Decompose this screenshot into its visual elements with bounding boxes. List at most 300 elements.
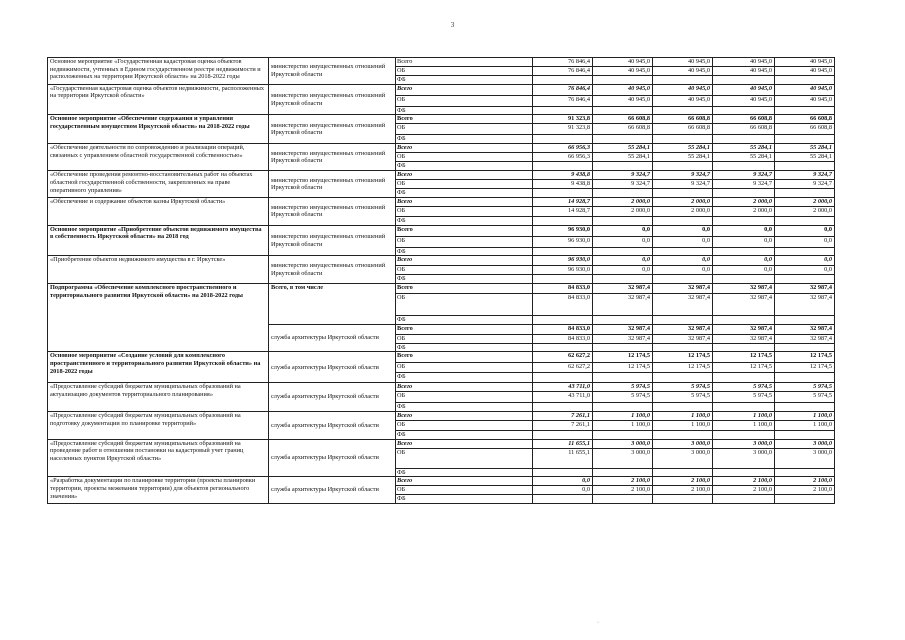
funding-source-cell: Всего xyxy=(396,58,533,67)
amount-cell-year-4: 2 100,0 xyxy=(713,477,775,486)
amount-cell-year-5: 2 000,0 xyxy=(775,198,835,207)
amount-cell-year-1 xyxy=(533,275,593,284)
amount-cell-year-2: 2 000,0 xyxy=(593,198,653,207)
amount-cell-year-1 xyxy=(533,189,593,198)
funding-source-cell: ОБ xyxy=(396,486,533,495)
amount-cell-year-4 xyxy=(713,495,775,504)
amount-cell-year-5: 40 945,0 xyxy=(775,95,835,106)
amount-cell-year-2: 55 284,1 xyxy=(593,153,653,162)
amount-cell-year-4: 0,0 xyxy=(713,236,775,247)
amount-cell-year-4 xyxy=(713,343,775,352)
amount-cell-year-1: 62 627,2 xyxy=(533,352,593,363)
amount-cell-year-5: 1 100,0 xyxy=(775,412,835,421)
amount-cell-year-5 xyxy=(775,217,835,226)
funding-source-cell: Всего xyxy=(396,324,533,334)
budget-table xyxy=(47,57,835,504)
amount-cell-year-5 xyxy=(775,343,835,352)
amount-cell-year-1 xyxy=(533,403,593,412)
amount-cell-year-2: 32 987,4 xyxy=(593,334,653,343)
funding-source-cell: Всего xyxy=(396,477,533,486)
amount-cell-year-4: 3 000,0 xyxy=(713,448,775,468)
amount-cell-year-2: 2 100,0 xyxy=(593,486,653,495)
amount-cell-year-2 xyxy=(593,275,653,284)
activity-name-cell: «Государственная кадастровая оценка объектов недвижимости, расположенных на территории Иркутской области» xyxy=(48,84,269,115)
amount-cell-year-3 xyxy=(653,135,713,144)
budget-row-total xyxy=(48,256,835,266)
funding-source-cell: Всего xyxy=(396,144,533,153)
amount-cell-year-4: 12 174,5 xyxy=(713,363,775,373)
amount-cell-year-1: 66 956,3 xyxy=(533,144,593,153)
amount-cell-year-3: 3 000,0 xyxy=(653,439,713,448)
amount-cell-year-5: 1 100,0 xyxy=(775,421,835,431)
budget-row-total xyxy=(48,198,835,207)
amount-cell-year-3: 5 974,5 xyxy=(653,392,713,403)
amount-cell-year-2: 32 987,4 xyxy=(593,324,653,334)
amount-cell-year-4: 5 974,5 xyxy=(713,392,775,403)
amount-cell-year-3: 3 000,0 xyxy=(653,448,713,468)
amount-cell-year-3: 1 100,0 xyxy=(653,412,713,421)
amount-cell-year-5: 0,0 xyxy=(775,256,835,266)
amount-cell-year-4: 66 608,8 xyxy=(713,124,775,135)
amount-cell-year-1: 62 627,2 xyxy=(533,363,593,373)
amount-cell-year-2 xyxy=(593,106,653,115)
amount-cell-year-5: 66 608,8 xyxy=(775,115,835,124)
activity-name-cell: Основное мероприятие «Обеспечение содержания и управления государственным имуществом Иркутской области» на 2018-2022 годы xyxy=(48,115,269,144)
activity-name-cell: «Обеспечение деятельности по сопровождению и реализации операций, связанных с управлением областной государственной собственностью» xyxy=(48,144,269,171)
activity-name-cell: Основное мероприятие «Создание условий для комплексного пространственного и территориального развития Иркутской области» на 2018-2022 годы xyxy=(48,352,269,383)
amount-cell-year-1: 11 655,1 xyxy=(533,448,593,468)
budget-row-total xyxy=(48,383,835,392)
amount-cell-year-4: 9 324,7 xyxy=(713,171,775,180)
amount-cell-year-1: 76 846,4 xyxy=(533,84,593,95)
amount-cell-year-3 xyxy=(653,247,713,256)
funding-source-cell: Всего xyxy=(396,383,533,392)
amount-cell-year-5 xyxy=(775,403,835,412)
page-footer-mark: · xyxy=(597,620,599,626)
amount-cell-year-1: 96 930,0 xyxy=(533,236,593,247)
amount-cell-year-2: 5 974,5 xyxy=(593,383,653,392)
activity-name-cell: «Разработка документации по планировке территории (проекты планировки территории, проекты межевания территории) для объектов регионального значения» xyxy=(48,477,269,503)
amount-cell-year-4: 40 945,0 xyxy=(713,58,775,67)
amount-cell-year-4: 40 945,0 xyxy=(713,84,775,95)
amount-cell-year-4: 0,0 xyxy=(713,256,775,266)
amount-cell-year-2: 40 945,0 xyxy=(593,58,653,67)
budget-row-total xyxy=(48,225,835,236)
responsible-org-cell: служба архитектуры Иркутской области xyxy=(269,324,396,352)
activity-name-cell: «Приобретение объектов недвижимого имущества в г. Иркутске» xyxy=(48,256,269,284)
amount-cell-year-4: 55 284,1 xyxy=(713,144,775,153)
responsible-org-cell: министерство имущественных отношений Иркутской области xyxy=(269,144,396,171)
amount-cell-year-4: 40 945,0 xyxy=(713,95,775,106)
funding-source-cell: ОБ xyxy=(396,363,533,373)
responsible-org-cell: служба архитектуры Иркутской области xyxy=(269,352,396,383)
amount-cell-year-4 xyxy=(713,468,775,477)
amount-cell-year-3 xyxy=(653,217,713,226)
amount-cell-year-2 xyxy=(593,247,653,256)
amount-cell-year-5: 3 000,0 xyxy=(775,448,835,468)
amount-cell-year-4 xyxy=(713,162,775,171)
amount-cell-year-2: 5 974,5 xyxy=(593,392,653,403)
funding-source-cell: ОБ xyxy=(396,392,533,403)
amount-cell-year-1: 84 833,0 xyxy=(533,294,593,316)
amount-cell-year-3: 1 100,0 xyxy=(653,421,713,431)
funding-source-cell: Всего xyxy=(396,439,533,448)
amount-cell-year-3: 40 945,0 xyxy=(653,95,713,106)
amount-cell-year-2: 32 987,4 xyxy=(593,294,653,316)
amount-cell-year-1: 76 846,4 xyxy=(533,58,593,67)
amount-cell-year-3: 40 945,0 xyxy=(653,58,713,67)
amount-cell-year-5: 3 000,0 xyxy=(775,439,835,448)
funding-source-cell: ФБ xyxy=(396,162,533,171)
funding-source-cell: ФБ xyxy=(396,189,533,198)
responsible-org-cell: министерство имущественных отношений Иркутской области xyxy=(269,171,396,198)
amount-cell-year-1: 66 956,3 xyxy=(533,153,593,162)
amount-cell-year-2: 32 987,4 xyxy=(593,284,653,294)
amount-cell-year-5 xyxy=(775,373,835,383)
amount-cell-year-1 xyxy=(533,468,593,477)
amount-cell-year-1 xyxy=(533,106,593,115)
amount-cell-year-4 xyxy=(713,275,775,284)
activity-name-cell: «Обеспечение и содержание объектов казны Иркутской области» xyxy=(48,198,269,226)
amount-cell-year-5: 2 100,0 xyxy=(775,477,835,486)
funding-source-cell: Всего xyxy=(396,198,533,207)
amount-cell-year-4: 32 987,4 xyxy=(713,324,775,334)
amount-cell-year-5: 5 974,5 xyxy=(775,383,835,392)
budget-table-container xyxy=(47,57,834,504)
amount-cell-year-4: 66 608,8 xyxy=(713,115,775,124)
amount-cell-year-2 xyxy=(593,495,653,504)
amount-cell-year-3: 55 284,1 xyxy=(653,153,713,162)
page-number: 3 xyxy=(450,21,455,29)
amount-cell-year-1: 96 930,0 xyxy=(533,256,593,266)
amount-cell-year-5: 32 987,4 xyxy=(775,334,835,343)
funding-source-cell: ОБ xyxy=(396,124,533,135)
amount-cell-year-4 xyxy=(713,247,775,256)
amount-cell-year-4 xyxy=(713,403,775,412)
amount-cell-year-5: 0,0 xyxy=(775,225,835,236)
amount-cell-year-2: 0,0 xyxy=(593,236,653,247)
amount-cell-year-2 xyxy=(593,403,653,412)
amount-cell-year-4 xyxy=(713,189,775,198)
amount-cell-year-5: 2 000,0 xyxy=(775,207,835,217)
amount-cell-year-5: 55 284,1 xyxy=(775,144,835,153)
amount-cell-year-3: 32 987,4 xyxy=(653,284,713,294)
responsible-org-cell: министерство имущественных отношений Иркутской области xyxy=(269,256,396,284)
responsible-org-cell: служба архитектуры Иркутской области xyxy=(269,477,396,503)
amount-cell-year-3 xyxy=(653,275,713,284)
amount-cell-year-4: 12 174,5 xyxy=(713,352,775,363)
amount-cell-year-4: 2 000,0 xyxy=(713,207,775,217)
activity-name-cell: «Обеспечение проведения ремонтно-восстановительных работ на объектах областной государственной собственности, закрепленных на праве оперативного управления» xyxy=(48,171,269,198)
budget-row-total xyxy=(48,171,835,180)
amount-cell-year-1 xyxy=(533,76,593,85)
budget-row-total xyxy=(48,477,835,486)
amount-cell-year-1: 76 846,4 xyxy=(533,67,593,76)
amount-cell-year-2: 40 945,0 xyxy=(593,67,653,76)
funding-source-cell: ОБ xyxy=(396,448,533,468)
amount-cell-year-1: 91 323,8 xyxy=(533,115,593,124)
amount-cell-year-5: 0,0 xyxy=(775,236,835,247)
amount-cell-year-4: 9 324,7 xyxy=(713,180,775,189)
budget-row-total xyxy=(48,58,835,67)
amount-cell-year-3 xyxy=(653,431,713,440)
responsible-org-cell: министерство имущественных отношений Иркутской области xyxy=(269,225,396,256)
activity-name-cell: Подпрограмма «Обеспечение комплексного пространственного и территориального развития Иркутской области» на 2018-2022 годы xyxy=(48,284,269,352)
amount-cell-year-3: 0,0 xyxy=(653,236,713,247)
amount-cell-year-2: 0,0 xyxy=(593,225,653,236)
amount-cell-year-1: 7 261,1 xyxy=(533,421,593,431)
funding-source-cell: ФБ xyxy=(396,495,533,504)
amount-cell-year-1: 14 928,7 xyxy=(533,198,593,207)
budget-row-total xyxy=(48,412,835,421)
amount-cell-year-2: 66 608,8 xyxy=(593,124,653,135)
amount-cell-year-5 xyxy=(775,468,835,477)
amount-cell-year-1: 9 438,8 xyxy=(533,171,593,180)
amount-cell-year-2 xyxy=(593,316,653,325)
responsible-org-cell: министерство имущественных отношений Иркутской области xyxy=(269,58,396,85)
amount-cell-year-3: 32 987,4 xyxy=(653,334,713,343)
amount-cell-year-5 xyxy=(775,316,835,325)
amount-cell-year-2: 12 174,5 xyxy=(593,352,653,363)
amount-cell-year-1 xyxy=(533,162,593,171)
amount-cell-year-1: 91 323,8 xyxy=(533,124,593,135)
amount-cell-year-2 xyxy=(593,135,653,144)
amount-cell-year-4: 2 000,0 xyxy=(713,198,775,207)
amount-cell-year-2: 9 324,7 xyxy=(593,180,653,189)
amount-cell-year-1 xyxy=(533,373,593,383)
amount-cell-year-3 xyxy=(653,189,713,198)
amount-cell-year-5 xyxy=(775,495,835,504)
amount-cell-year-3: 9 324,7 xyxy=(653,171,713,180)
amount-cell-year-1: 14 928,7 xyxy=(533,207,593,217)
amount-cell-year-5 xyxy=(775,76,835,85)
budget-row-total xyxy=(48,439,835,448)
amount-cell-year-3 xyxy=(653,343,713,352)
amount-cell-year-3: 12 174,5 xyxy=(653,363,713,373)
amount-cell-year-2: 3 000,0 xyxy=(593,439,653,448)
amount-cell-year-1 xyxy=(533,495,593,504)
amount-cell-year-1 xyxy=(533,316,593,325)
amount-cell-year-2: 12 174,5 xyxy=(593,363,653,373)
responsible-org-cell: министерство имущественных отношений Иркутской области xyxy=(269,115,396,144)
amount-cell-year-4 xyxy=(713,316,775,325)
budget-row-total xyxy=(48,84,835,95)
amount-cell-year-4 xyxy=(713,135,775,144)
amount-cell-year-4: 0,0 xyxy=(713,225,775,236)
amount-cell-year-1 xyxy=(533,135,593,144)
activity-name-cell: «Предоставление субсидий бюджетам муниципальных образований на подготовку документации по планировке территорий» xyxy=(48,412,269,440)
amount-cell-year-2: 1 100,0 xyxy=(593,421,653,431)
amount-cell-year-1 xyxy=(533,247,593,256)
amount-cell-year-5 xyxy=(775,106,835,115)
amount-cell-year-5: 66 608,8 xyxy=(775,124,835,135)
amount-cell-year-4: 32 987,4 xyxy=(713,294,775,316)
responsible-org-cell: Всего, в том числе xyxy=(269,284,396,325)
amount-cell-year-5 xyxy=(775,135,835,144)
funding-source-cell: ОБ xyxy=(396,67,533,76)
amount-cell-year-2 xyxy=(593,217,653,226)
funding-source-cell: ФБ xyxy=(396,135,533,144)
funding-source-cell: ФБ xyxy=(396,275,533,284)
funding-source-cell: Всего xyxy=(396,352,533,363)
amount-cell-year-4 xyxy=(713,106,775,115)
amount-cell-year-3: 2 000,0 xyxy=(653,207,713,217)
amount-cell-year-3: 12 174,5 xyxy=(653,352,713,363)
amount-cell-year-5: 9 324,7 xyxy=(775,171,835,180)
funding-source-cell: ФБ xyxy=(396,373,533,383)
funding-source-cell: ОБ xyxy=(396,421,533,431)
funding-source-cell: ОБ xyxy=(396,334,533,343)
amount-cell-year-5: 40 945,0 xyxy=(775,58,835,67)
amount-cell-year-5: 32 987,4 xyxy=(775,294,835,316)
funding-source-cell: ФБ xyxy=(396,343,533,352)
amount-cell-year-3: 5 974,5 xyxy=(653,383,713,392)
amount-cell-year-1 xyxy=(533,217,593,226)
amount-cell-year-4 xyxy=(713,431,775,440)
amount-cell-year-5: 40 945,0 xyxy=(775,84,835,95)
amount-cell-year-1: 84 833,0 xyxy=(533,324,593,334)
amount-cell-year-3: 32 987,4 xyxy=(653,294,713,316)
amount-cell-year-3: 2 100,0 xyxy=(653,486,713,495)
amount-cell-year-3: 2 000,0 xyxy=(653,198,713,207)
amount-cell-year-2: 55 284,1 xyxy=(593,144,653,153)
amount-cell-year-4: 32 987,4 xyxy=(713,284,775,294)
amount-cell-year-5 xyxy=(775,275,835,284)
amount-cell-year-2: 66 608,8 xyxy=(593,115,653,124)
amount-cell-year-2: 1 100,0 xyxy=(593,412,653,421)
responsible-org-cell: служба архитектуры Иркутской области xyxy=(269,383,396,412)
amount-cell-year-5: 32 987,4 xyxy=(775,284,835,294)
funding-source-cell: Всего xyxy=(396,256,533,266)
amount-cell-year-1 xyxy=(533,343,593,352)
amount-cell-year-5 xyxy=(775,189,835,198)
amount-cell-year-2 xyxy=(593,343,653,352)
amount-cell-year-2: 9 324,7 xyxy=(593,171,653,180)
amount-cell-year-1: 43 711,0 xyxy=(533,383,593,392)
amount-cell-year-1: 96 930,0 xyxy=(533,225,593,236)
amount-cell-year-3: 40 945,0 xyxy=(653,67,713,76)
activity-name-cell: Основное мероприятие «Приобретение объектов недвижимого имущества в собственность Иркутской области» на 2018 год xyxy=(48,225,269,256)
amount-cell-year-1 xyxy=(533,431,593,440)
amount-cell-year-4 xyxy=(713,76,775,85)
activity-name-cell: Основное мероприятие «Государственная кадастровая оценка объектов недвижимости, учтенных в Едином государственном реестре недвижимости и расположенных на территории Иркутской области» на 2018-2022 годы xyxy=(48,58,269,85)
amount-cell-year-3: 55 284,1 xyxy=(653,144,713,153)
amount-cell-year-4: 0,0 xyxy=(713,266,775,275)
funding-source-cell: ФБ xyxy=(396,217,533,226)
budget-row-total xyxy=(48,144,835,153)
funding-source-cell: Всего xyxy=(396,225,533,236)
amount-cell-year-3: 0,0 xyxy=(653,266,713,275)
amount-cell-year-1: 84 833,0 xyxy=(533,334,593,343)
funding-source-cell: ОБ xyxy=(396,207,533,217)
budget-row-total xyxy=(48,352,835,363)
funding-source-cell: Всего xyxy=(396,115,533,124)
amount-cell-year-3: 9 324,7 xyxy=(653,180,713,189)
funding-source-cell: ФБ xyxy=(396,247,533,256)
amount-cell-year-3: 2 100,0 xyxy=(653,477,713,486)
amount-cell-year-2 xyxy=(593,373,653,383)
amount-cell-year-3: 0,0 xyxy=(653,256,713,266)
budget-row-total xyxy=(48,284,835,294)
amount-cell-year-3 xyxy=(653,162,713,171)
amount-cell-year-1: 9 438,8 xyxy=(533,180,593,189)
amount-cell-year-1: 43 711,0 xyxy=(533,392,593,403)
amount-cell-year-3 xyxy=(653,316,713,325)
responsible-org-cell: министерство имущественных отношений Иркутской области xyxy=(269,84,396,115)
funding-source-cell: ОБ xyxy=(396,294,533,316)
amount-cell-year-1: 96 930,0 xyxy=(533,266,593,275)
funding-source-cell: Всего xyxy=(396,84,533,95)
amount-cell-year-4: 2 100,0 xyxy=(713,486,775,495)
amount-cell-year-3 xyxy=(653,468,713,477)
funding-source-cell: Всего xyxy=(396,284,533,294)
amount-cell-year-4: 32 987,4 xyxy=(713,334,775,343)
funding-source-cell: ОБ xyxy=(396,180,533,189)
amount-cell-year-1: 11 655,1 xyxy=(533,439,593,448)
funding-source-cell: ФБ xyxy=(396,76,533,85)
amount-cell-year-5 xyxy=(775,162,835,171)
amount-cell-year-3 xyxy=(653,106,713,115)
amount-cell-year-1: 0,0 xyxy=(533,477,593,486)
funding-source-cell: ФБ xyxy=(396,316,533,325)
amount-cell-year-5: 12 174,5 xyxy=(775,352,835,363)
amount-cell-year-3: 0,0 xyxy=(653,225,713,236)
amount-cell-year-5: 0,0 xyxy=(775,266,835,275)
responsible-org-cell: служба архитектуры Иркутской области xyxy=(269,412,396,440)
activity-name-cell: «Предоставление субсидий бюджетам муниципальных образований на актуализацию документов территориального планирования» xyxy=(48,383,269,412)
amount-cell-year-1: 76 846,4 xyxy=(533,95,593,106)
amount-cell-year-5: 40 945,0 xyxy=(775,67,835,76)
amount-cell-year-4 xyxy=(713,373,775,383)
amount-cell-year-4: 55 284,1 xyxy=(713,153,775,162)
amount-cell-year-2: 2 100,0 xyxy=(593,477,653,486)
funding-source-cell: Всего xyxy=(396,412,533,421)
amount-cell-year-5: 5 974,5 xyxy=(775,392,835,403)
funding-source-cell: Всего xyxy=(396,171,533,180)
amount-cell-year-5: 55 284,1 xyxy=(775,153,835,162)
amount-cell-year-5: 12 174,5 xyxy=(775,363,835,373)
amount-cell-year-3: 40 945,0 xyxy=(653,84,713,95)
amount-cell-year-3 xyxy=(653,495,713,504)
funding-source-cell: ФБ xyxy=(396,431,533,440)
amount-cell-year-2: 40 945,0 xyxy=(593,95,653,106)
budget-row-total xyxy=(48,115,835,124)
amount-cell-year-2 xyxy=(593,162,653,171)
activity-name-cell: «Предоставление субсидий бюджетам муниципальных образований на проведение работ в отношении постановки на кадастровый учет границ населенных пунктов Иркутской области» xyxy=(48,439,269,477)
amount-cell-year-4: 3 000,0 xyxy=(713,439,775,448)
amount-cell-year-5: 9 324,7 xyxy=(775,180,835,189)
funding-source-cell: ОБ xyxy=(396,95,533,106)
amount-cell-year-4: 1 100,0 xyxy=(713,421,775,431)
funding-source-cell: ФБ xyxy=(396,106,533,115)
amount-cell-year-3: 66 608,8 xyxy=(653,124,713,135)
amount-cell-year-3 xyxy=(653,373,713,383)
responsible-org-cell: министерство имущественных отношений Иркутской области xyxy=(269,198,396,226)
amount-cell-year-4: 5 974,5 xyxy=(713,383,775,392)
amount-cell-year-5: 32 987,4 xyxy=(775,324,835,334)
amount-cell-year-2: 0,0 xyxy=(593,256,653,266)
funding-source-cell: ФБ xyxy=(396,403,533,412)
amount-cell-year-4: 1 100,0 xyxy=(713,412,775,421)
amount-cell-year-2 xyxy=(593,76,653,85)
amount-cell-year-3 xyxy=(653,76,713,85)
funding-source-cell: ОБ xyxy=(396,153,533,162)
amount-cell-year-2: 2 000,0 xyxy=(593,207,653,217)
amount-cell-year-4: 40 945,0 xyxy=(713,67,775,76)
amount-cell-year-4 xyxy=(713,217,775,226)
amount-cell-year-3 xyxy=(653,403,713,412)
amount-cell-year-2: 0,0 xyxy=(593,266,653,275)
